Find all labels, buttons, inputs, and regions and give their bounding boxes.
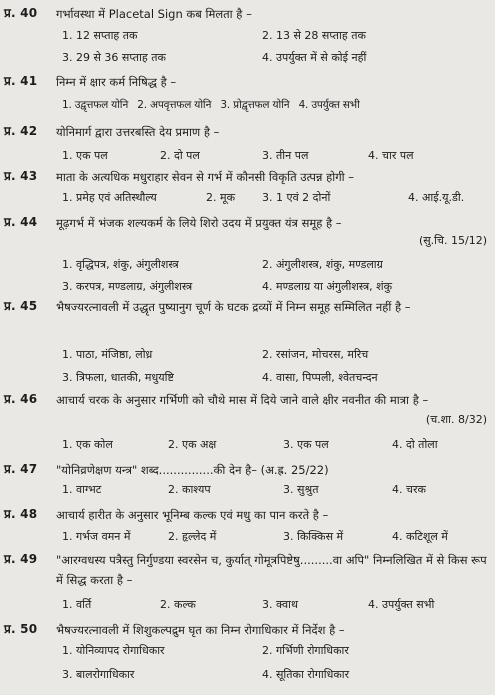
question-text: मूढ़गर्भ में भंजक शल्यकर्म के लिये शिरो उदय में प्रयुक्त यंत्र समूह है – <box>56 216 342 230</box>
option-4: 4. चरक <box>392 483 426 496</box>
question-text-wrap <box>56 550 489 590</box>
option-4: 4. दो तोला <box>392 438 438 451</box>
question-text: आचार्य चरक के अनुसार गर्भिणी को चौथे मास में दिये जाने वाले क्षीर नवनीत की मात्रा है – <box>56 393 429 407</box>
option-3: 3. तीन पल <box>262 149 309 162</box>
option-1: 1. वर्ति <box>62 598 92 611</box>
option-3: 3. किक्किस में <box>283 530 344 543</box>
option-3: 3. त्रिफला, धातकी, मधुयष्टि <box>62 371 174 384</box>
option-2: 2. 13 से 28 सप्ताह तक <box>262 29 366 42</box>
option-4: 4. मण्डलाग्र या अंगुलीशस्त्र, शंकु <box>262 280 393 293</box>
question-text: भैषज्यरत्नावली में शिशुकल्पद्रुम घृत का निम्न रोगाधिकार में निर्देश है – <box>56 623 345 637</box>
option-1: 1. वाग्भट <box>62 483 102 496</box>
option-4: 4. उपर्युक्त सभी <box>298 99 360 111</box>
option-3: 3. 1 एवं 2 दोनों <box>262 191 331 204</box>
question-text: माता के अत्यधिक मधुराहार सेवन से गर्भ में कौनसी विकृति उत्पन्न होगी – <box>56 170 355 184</box>
option-3: 3. बालरोगाधिकार <box>62 668 135 681</box>
options-row <box>62 98 491 112</box>
reference: (च.शा. 8/32) <box>425 413 487 426</box>
option-1: 1. एक पल <box>62 149 108 162</box>
option-3: 3. 29 से 36 सप्ताह तक <box>62 51 166 64</box>
option-2: 2. अपवृत्तफल योनि <box>137 99 212 111</box>
question-text: योनिमार्ग द्वारा उत्तरबस्ति देय प्रमाण है – <box>56 125 220 139</box>
question-number: प्र. 43 <box>4 169 38 183</box>
question-text: "योनिव्रणेक्षण यन्त्र" शब्द...............की देन है– (अ.ह्र. 25/22) <box>56 463 329 477</box>
option-2: 2. अंगुलीशस्त्र, शंकु, मण्डलाग्र <box>262 258 383 271</box>
option-2: 2. कल्क <box>160 598 196 611</box>
question-number: प्र. 41 <box>4 74 38 88</box>
option-3: 3. सुश्रुत <box>283 483 319 496</box>
option-2: 2. दो पल <box>160 149 200 162</box>
option-2: 2. हृल्लेद में <box>168 530 217 543</box>
question-number: प्र. 50 <box>4 622 38 636</box>
option-1: 1. योनिव्यापद रोगाधिकार <box>62 644 165 657</box>
question-text: गर्भावस्था में Placetal Sign कब मिलता है – <box>56 7 252 21</box>
question-text: आचार्य हारीत के अनुसार भूनिम्ब कल्क एवं मधु का पान करते है – <box>56 508 329 522</box>
question-number: प्र. 47 <box>4 462 38 476</box>
option-4: 4. सूतिका रोगाधिकार <box>262 668 350 681</box>
question-text: निम्न में क्षार कर्म निषिद्ध है – <box>56 75 177 89</box>
option-2: 2. गर्भिणी रोगाधिकार <box>262 644 349 657</box>
reference: (सु.चि. 15/12) <box>418 234 487 247</box>
option-1: 1. एक कोल <box>62 438 113 451</box>
question-number: प्र. 40 <box>4 6 38 20</box>
option-3: 3. एक पल <box>283 438 329 451</box>
question-number: प्र. 49 <box>4 552 38 566</box>
question-text: "आरग्वधस्य पत्रैस्तु निर्गुण्डया स्वरसेन च, कुर्यात् गोमूत्रपिष्टेषु.........वा अपि" निम्नलिखित में से किस रूप में सिद्ध करता है – <box>56 553 487 587</box>
question-number: प्र. 48 <box>4 507 38 521</box>
option-1: 1. गर्भज वमन में <box>62 530 131 543</box>
option-1: 1. उद्वृत्तफल योनि <box>62 99 129 111</box>
question-number: प्र. 44 <box>4 215 38 229</box>
option-1: 1. प्रमेह एवं अतिस्थौल्य <box>62 191 157 204</box>
option-2: 2. एक अक्ष <box>168 438 217 451</box>
option-4: 4. कटिशूल में <box>392 530 448 543</box>
question-text-wrap <box>56 297 489 317</box>
option-3: 3. क्वाथ <box>262 598 298 611</box>
question-number: प्र. 42 <box>4 124 38 138</box>
question-text-wrap <box>56 390 489 410</box>
option-2: 2. मूक <box>206 191 236 204</box>
question-number: प्र. 45 <box>4 299 38 313</box>
option-4: 4. उपर्युक्त सभी <box>368 598 435 611</box>
question-number: प्र. 46 <box>4 392 38 406</box>
option-4: 4. चार पल <box>368 149 414 162</box>
option-2: 2. काश्यप <box>168 483 211 496</box>
option-1: 1. पाठा, मंजिष्ठा, लोध्र <box>62 348 153 361</box>
option-4: 4. वासा, पिप्पली, श्वेतचन्दन <box>262 371 378 384</box>
question-text: भैषज्यरत्नावली में उद्धृत पुष्यानुग चूर्ण के घटक द्रव्यों में निम्न समूह सम्मिलित नहीं है – <box>56 300 411 314</box>
option-4: 4. आई.यू.डी. <box>408 191 465 204</box>
option-4: 4. उपर्युक्त में से कोई नहीं <box>262 51 367 64</box>
option-3: 3. करपत्र, मण्डलाग्र, अंगुलीशस्त्र <box>62 280 193 293</box>
option-1: 1. 12 सप्ताह तक <box>62 29 138 42</box>
option-2: 2. रसांजन, मोचरस, मरिच <box>262 348 369 361</box>
option-3: 3. प्रोद्वृत्तफल योनि <box>220 99 290 111</box>
option-1: 1. वृद्धिपत्र, शंकु, अंगुलीशस्त्र <box>62 258 179 271</box>
